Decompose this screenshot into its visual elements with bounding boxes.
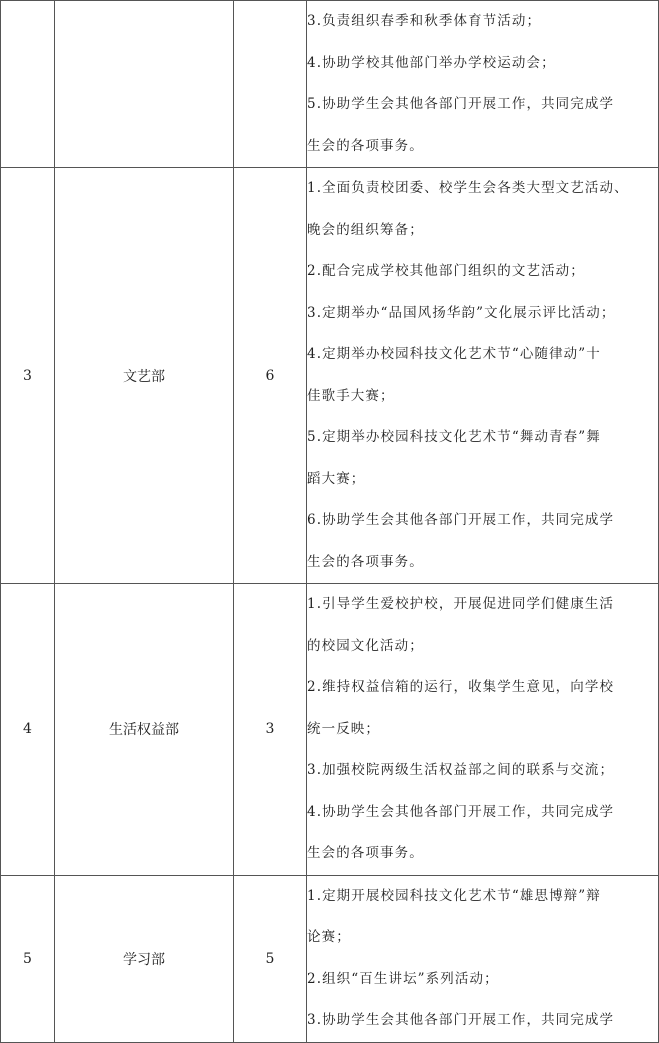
member-count: 6 — [234, 168, 307, 584]
duty-line: 4.协助学生会其他各部门开展工作，共同完成学 — [307, 803, 615, 820]
duty-line: 蹈大赛； — [307, 470, 366, 487]
department-name: 学习部 — [55, 875, 234, 1042]
duty-line: 生会的各项事务。 — [307, 137, 424, 154]
duty-line: 3.定期举办“品国风扬华韵”文化展示评比活动； — [307, 304, 616, 321]
duty-line: 生会的各项事务。 — [307, 553, 424, 570]
duty-line: 2.配合完成学校其他部门组织的文艺活动； — [307, 263, 585, 279]
duty-line: 1.全面负责校团委、校学生会各类大型文艺活动、 — [307, 180, 629, 196]
duty-line: 3.协助学生会其他各部门开展工作，共同完成学 — [307, 1012, 615, 1028]
table-row — [1, 168, 659, 584]
department-name — [55, 1, 234, 168]
duty-line: 论赛； — [307, 929, 351, 945]
department-name: 文艺部 — [55, 168, 234, 584]
duty-line: 4.定期举办校园科技文化艺术节“心随律动”十 — [307, 346, 601, 362]
duty-line: 4.协助学校其他部门举办学校运动会； — [307, 54, 556, 71]
row-number: 4 — [1, 584, 55, 876]
table-row — [1, 875, 659, 1042]
table-row — [1, 1, 659, 168]
row-number — [1, 1, 55, 168]
duty-line: 晚会的组织筹备； — [307, 221, 424, 238]
duty-line: 佳歌手大赛； — [307, 387, 395, 404]
duty-line: 2.组织“百生讲坛”系列活动； — [307, 970, 499, 987]
duty-line: 1.定期开展校园科技文化艺术节“雄思博辩”辩 — [307, 887, 601, 904]
duty-line: 统一反映； — [307, 720, 380, 737]
duty-line: 3.加强校院两级生活权益部之间的联系与交流； — [307, 762, 615, 778]
duty-line: 2.维持权益信箱的运行，收集学生意见，向学校 — [307, 679, 615, 695]
duty-line: 1.引导学生爱校护校，开展促进同学们健康生活 — [307, 596, 615, 612]
duty-line: 5.协助学生会其他各部门开展工作，共同完成学 — [307, 96, 615, 112]
member-count: 3 — [234, 584, 307, 876]
duty-line: 的校园文化活动； — [307, 637, 424, 654]
member-count — [234, 1, 307, 168]
row-number: 5 — [1, 875, 55, 1042]
department-name: 生活权益部 — [55, 584, 234, 876]
duty-line: 6.协助学生会其他各部门开展工作，共同完成学 — [307, 512, 615, 528]
duty-line: 生会的各项事务。 — [307, 845, 424, 861]
duties-cell — [307, 875, 659, 1042]
duties-cell — [307, 168, 659, 584]
duties-cell — [307, 1, 659, 168]
duties-cell — [307, 584, 659, 876]
table-row — [1, 584, 659, 876]
row-number: 3 — [1, 168, 55, 584]
member-count: 5 — [234, 875, 307, 1042]
duty-line: 5.定期举办校园科技文化艺术节“舞动青春”舞 — [307, 429, 601, 445]
duty-line: 3.负责组织春季和秋季体育节活动； — [307, 13, 542, 29]
